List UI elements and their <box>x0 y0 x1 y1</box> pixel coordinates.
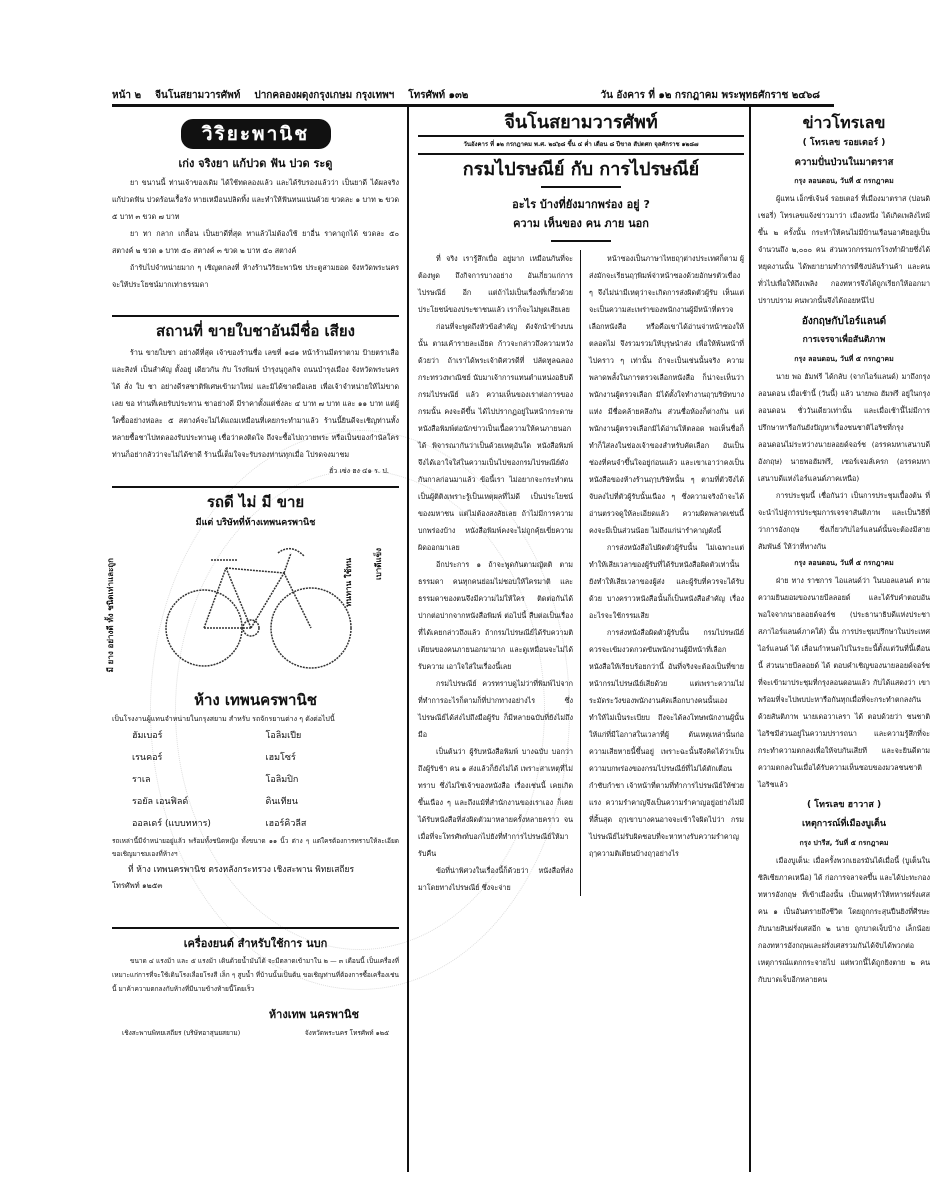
story-dateline: กรุง ลอนดอน, วันที่ ๕ กรกฎาคม <box>794 355 894 363</box>
column-divider-2 <box>749 107 751 1172</box>
brand-item: ออลเดร์ (แบบทหาร) <box>132 819 211 829</box>
section-rule <box>112 486 399 488</box>
section-title: ข่าวโทรเลข <box>802 113 886 132</box>
editorial-right-column <box>589 250 744 896</box>
page-number: หน้า ๒ <box>112 89 142 101</box>
paragraph: เป็นต้นว่า ผู้รับหนังสือพิมพ์ บางฉบับ บอกว่า ถึงผู้รับช้า คน ๑ ส่งแล้วก็ยังไม่ได้ เพราะสาเหตุที่ไม่ทราบ ซึ่งไม่ใช่เจ้าของหนังสือ เรื่องเช่นนี้ เคยเกิดขึ้นเนือง ๆ และถึงแม้ที่สำนักงานของเราเอง ก็เคยได้รับหนังสือที่ส่งผิดตัวมาหลายครั้งหลายคราว จนเมื่อที่จะโทรศัพท์บอกไปยังที่ทำการไปรษณีย์ให้มารับคืน <box>418 747 573 858</box>
editorial-divider <box>580 250 581 896</box>
ad-subtitle: เก่ง จริงยา แก้ปวด ฟัน ปวด ระดู <box>178 157 333 170</box>
section-rule <box>112 927 399 929</box>
story-body: ฝ่าย ทาง ราชการ ไอแลนด์ว่า ในบอลแลนด์ ตามความยินยอมของนายบีลลอยด์ และได้รับคำตอบอันพอใจจากนายลอยด์จอร์ช (ประธานาธิบดีแห่งประชาสภาไอร์แลนด์ภาคใต้) นั้น การประชุมปรึกษาในประเทศไอร์แลนด์ ได้ เลื่อนกำหนดไปในระยะนี้ตั้งแต่วันที่นี้เดือนนี้ ส่วนนายบีลลอยด์ ได้ ตอบคำเชิญของนายลอยด์จอร์ชที่จะเข้ามาประชุมที่กรุงลอนดอนแล้ว กับได้แสดงว่า เขาพร้อมที่จะไปพบปะหารือกันทุกเมื่อที่จะกระทำตกลงกันด้วยสันติภาพ นายเดอวาเลรา ได้ ตอบด้วยว่า ชนชาติไอริชมีส่วนอยู่ในความปรารถนา และความรู้สึกที่จะกระทำความตกลงเพื่อให้จบกันเสียที และจะยินดีตามความตกลงในเมื่อได้รับความเห็นชอบของมวลชนชาติไอริชแล้ว <box>758 576 930 789</box>
paragraph: ก่อนที่จะพูดถึงหัวข้อสำคัญ ดังจักนำข้างบนนั้น ตามเค้ารายละเอียด ก้าวจะกล่าวถึงความหวัง ด้วยว่า ถ้าเราได้พระเจ้าดิศวรดีที่ ปลัดทูลฉลอง กระทรวงพาณิชย์ นับมาเจ้าการแทนตำแหน่งอธิบดีกรมไปรษณีย์ แล้ว ความเห็นของเราต่อการของกรมนั้น คงจะดีขึ้น ได้ไปปรากฏอยู่ในหน้ากระดาษหนังสือพิมพ์ต่อนักข่าวเป็นเนื้อความให้คนภายนอกได้ พิจารณากันว่าเป็นด้วยเหตุอันใด หนังสือพิมพ์จึงได้เอาใจใส่ในความเป็นไปของกรมไปรษณีย์ดังกันกาลก่อนมาแล้ว ข้อนี้เรา ไม่อยากจะกระทำตนเป็นผู้ติติงเพราะรู้เป็นเหตุผลที่ไม่ดี เป็นประโยชน์ของมหาชน แต่ไม่ต้องสงสัยเลย ถ้าไม่มีการความบกพร่องบ้าง หนังสือพิมพ์คงจะไม่ถูกคุ้ยเขี่ยความผิดออกมาเลย <box>418 322 573 552</box>
ad-viriyaphanich <box>112 119 399 293</box>
story-dateline: กรุง ลอนดอน, วันที่ ๕ กรกฎาคม <box>794 177 894 185</box>
paragraph: ที่ จริง เรารู้สึกเบื่อ อยู่มาก เหมือนกันที่จะต้องพูด ถึงกิจการบางอย่าง อันเกี่ยวแก่การไปรษณีย์ อีก แต่ถ้าไม่เป็นเรื่องที่เกี่ยวด้วยประโยชน์ของประชาชนแล้ว เราก็จะไม่พูดเสียเลย <box>418 254 573 314</box>
brand-item: ฮัมเบอร์ <box>132 731 163 741</box>
ad-body: ร้าน ขายใบชา อย่างดีที่สุด เจ้าของร้านชื่อ เลขที่ ๑๘๑ หน้าร้านมีตราตาม ป้ายตราเสือ และสิงห์ เป็นสำคัญ ตั้งอยู่ เดียวกัน กับ โรงพิมพ์ บำรุงนุกูลกิจ ถนนบำรุงเมือง จังหวัดพระนคร ได้ สั่ง ใบ ชา อย่างดีรสชาติพิเศษเข้ามาใหม่ และมิได้ขาดมือเลย เพื่อเจ้าจำหน่ายให้ไม่ขาดเลย ขอ ท่านที่เคยรับประทาน ชาอย่างดี มีราคาตั้งแต่ชั่งละ ๔ บาท ๗ บาท และ ๑๑ บาท แต่ผู้ใดซื้ออย่างห่อละ ๕ สตางค์จะไม่ได้แถมเหมือนที่เคยกระทำมาแล้ว ร้านนี้ยินดีจะเชิญท่านทั้งหลายซื้อชาไปทดลองรับประทานดู เชื่อว่าคงติดใจ ถึงจะซื้อไปถวายพระ หรือเป็นของกำนัลใคร ท่านก็อย่ากลัวว่าจะไม่ได้ชาดี ร้านนี้เต็มใจจะรับรองท่านทุกเมื่อ โปรดจงมาชม <box>112 348 399 459</box>
page-header <box>112 86 834 104</box>
story-subtitle: การเจรจาเพื่อสันติภาพ <box>802 335 886 345</box>
brand-item: ราเล <box>132 775 151 785</box>
story-madras <box>758 154 930 309</box>
brand-item: รอยัล เอนฟิลด์ <box>132 797 189 807</box>
ad-body: รถเหล่านี้มีจำหน่ายอยู่แล้ว พร้อมทั้งชนิดหญิง ทั้งขนาด ๑๑ นิ้ว ต่าง ๆ แต่ใครต้องการทราบให้ละเอียด ขอเชิญมาชมเองที่ห้างฯ <box>112 837 399 858</box>
editorial-left-column <box>418 250 573 896</box>
story-body: นาย พอ ฮัมฟรี ได้กลับ (จากไอร์แลนด์) มาถึงกรุงลอนดอน เมื่อเช้านี้ (วันนี้) แล้ว นายพอ ฮัมฟรี อยู่ในกรุงลอนดอน ชั่ววันเดียวเท่านั้น และเมื่อเช้านี้ไม่มีการปรึกษาหารือกันยังปัญหาเรื่องชนชาติไอริชที่กรุงลอนดอนไม่ระหว่างนายลอยด์จอร์ช (อรรคมหาเสนาบดีอังกฤษ) นายพอฮัมฟรี, เซอร์เจมส์เครก (อรรคมหาเสนาบดีแห่งไอร์แลนด์ภาคเหนือ) <box>758 372 930 483</box>
story-body: เมืองบูเต็น: เมื่อครั้งพวกเยอรมันได้เมื่อนี้ (บูเต็นในซิลิเซียภาคเหนือ) ได้ ก่อการจลาจลขึ้น และได้ปะทะกองทหารอังกฤษ ที่เข้าเมืองนั้น เป็นเหตุทำให้ทหารฝรั่งเศสคน ๑ เป็นอันตรายถึงชีวิต โดยถูกกระสุนปืนยิงที่ศีรษะ กับนายสิบฝรั่งเศสอีก ๒ นาย ถูกบาดเจ็บบ้าง เล็กน้อย กองทหารอังกฤษและฝรั่งเศสรวมกันได้จับได้พวกต่อเหตุการณ์แตกกระจายไป แต่พวกนี้ได้ถูกยิงตาย ๒ คน กับบาดเจ็บอีกหลายคน <box>758 856 930 984</box>
issue-date: วัน อังคาร ที่ ๑๒ กรกฎาคม พระพุทธศักราช ๒๔๖๘ <box>600 89 820 101</box>
bicycle-brand-list <box>112 725 399 835</box>
bicycle-illustration <box>156 538 356 678</box>
story-beuthen <box>758 816 930 988</box>
story-body-continued: การประชุมนี้ เชื่อกันว่า เป็นการประชุมเบื้องต้น ที่จะนำไปสู่การประชุมการเจรจาสันติภาพ และเป็นวิธีที่ว่าการอังกฤษ ซึ่งเกี่ยวกับไอร์แลนด์นั้นจะต้องมีสายสัมพันธ์ ให้ว่าที่ทางกัน <box>758 491 930 551</box>
ad-title: เครื่องยนต์ สำหรับใช้การ นบก <box>183 937 328 950</box>
ad-body: ขนาด ๔ แรงม้า และ ๕ แรงม้า เดินด้วยน้ำมันได้ จะมีตลาดเข้ามาใน ๒ — ๓ เดือนนี้ เป็นเครื่องที่เหมาะแก่การที่จะใช้เดินโรงเลื่อยโรงสี เล็ก ๆ สูบน้ำ ที่บ้านนั้นเป็นต้น ขอเชิญท่านที่ต้องการซื้อเครื่องเช่นนี้ มาค้าความตกลงกับห้างที่มีนามข้างท้ายนี้โดยเร็ว <box>112 957 399 993</box>
ad-signature: ฮั่ว เซ่ง ฮง ๔๑ ร. ป. <box>329 467 389 475</box>
story-ireland-conference <box>758 555 930 793</box>
ad-subtitle: มีแต่ บริษัทที่ห้างเทพนครพานิช <box>195 518 316 528</box>
brand-item: โอลิมปิก <box>265 775 299 785</box>
story-title: เหตุการณ์ที่เมืองบูเต็น <box>801 819 887 829</box>
masthead-rule-top <box>418 135 744 137</box>
paper-phone: โทรศัพท์ ๑๓๒ <box>408 89 469 101</box>
paper-address: ปากคลองผดุงกรุงเกษม กรุงเทพฯ <box>254 89 395 101</box>
editorial-body <box>418 250 744 896</box>
headline-rule <box>541 186 621 188</box>
masthead: จีนโนสยามวารศัพท์ <box>504 112 658 133</box>
ad-engine <box>112 935 399 1042</box>
shop-city-phone: จังหวัดพระนคร โทรศัพท์ ๑๒๕ <box>304 1029 389 1037</box>
ad-bicycle <box>106 493 399 893</box>
column-advertisements <box>106 115 399 1042</box>
story-dateline: กรุง ปารีส, วันที่ ๕ กรกฎาคม <box>799 839 889 847</box>
paragraph: กรมไปรษณีย์ ควรทราบดูไม่ว่าที่พิมพ์ไปจากที่ทำการอะไรก็ตามก็ที่ปากทางอย่างไร ซึ่งไปรษณีย์ได้ส่งไปถึงมือผู้รับ ก็มีหลายฉบับที่ยังไม่ถึงมือ <box>418 679 573 739</box>
shop-footer <box>112 1025 399 1042</box>
ad-title: สถานที่ ขายใบชาอันมีชื่อ เสียง <box>156 322 355 340</box>
story-title: อังกฤษกับไอร์แลนด์ <box>801 316 887 327</box>
editorial-headline: กรมไปรษณีย์ กับ การไปรษณีย์ <box>462 159 700 180</box>
brand-item: เฮมโซร์ <box>265 753 296 763</box>
news-source: ( โทรเลข รอยเตอร์ ) <box>802 138 886 148</box>
paragraph: การส่งหนังสือผิดตัวผู้รับนั้น กรมไปรษณีย์ควรจะเข้มงวดกวดขันพนักงานผู้มีหน้าที่เลือกหนังสือให้เรียบร้อยกว่านี้ อันที่จริงจะต้องเป็นที่ขายหน้ากรมไปรษณีย์เสียด้วย แต่เพราะความไม่ระมัดระวังของพนักงานคัดเลือกบางคนนั้นเอง ทำให้ไม่เป็นระเบียบ ถึงจะได้ลงโทษพนักงานผู้นั้นให้แก่ที่มีโอกาสในเวลาที่ผู้ ต้นเหตุเหล่านั้นก่อ ความเสียหายนี้ขึ้นอยู่ เพราะฉะนั้นจึงคิดได้ว่าเป็นความบกพร่องของกรมไปรษณีย์ที่ไม่ได้ตักเตือน กำชับกำชา เจ้าหน้าที่ตามที่ทำการไปรษณีย์ให้ช่วยแรง ความรำคาญจึงเป็นความรำคาญอยู่อย่างไม่มีที่สิ้นสุด ฤๅเขาบางคนอาจจะเข้าใจผิดไปว่า กรมไปรษณีย์ไม่รับผิดชอบที่จะหาทางรับความรำคาญ ฤๅความติเตียนบ้างฤๅอย่างไร <box>589 628 744 858</box>
ad-intro: เป็นโรงงานผู้แทนจำหน่ายในกรุงสยาม สำหรับ รถจักรยานต่าง ๆ ดังต่อไปนี้ <box>112 715 335 723</box>
column-editorial <box>418 110 744 896</box>
side-text-left: มี ยาง อย่างดี ทั้ง ชนิดเท่าและถูก <box>106 558 115 673</box>
side-text-right-2: เบาดีแข็ง <box>374 548 383 581</box>
paragraph: หน้าซองเป็นภาษาไทยฤๅต่างประเทศก็ตาม ผู้ส่งมักจะเรียนฤๅพิมพ์จ่าหน้าซองด้วยอักษรตัวเขื่อง ๆ จึงไม่น่ามีเหตุว่าจะเกิดการส่งผิดตัวผู้รับ เห็นแต่จะเป็นความสะเพร่าของพนักงานผู้มีหน้าที่ตรวจเลือกหนังสือ หรือคือเขาได้อ่านจ่าหน้าซองให้ตลอดไม่ จึงรวมรวมให้บุรุษนำส่ง เพื่อให้พ้นหน้าที่ไปคราว ๆ เท่านั้น ถ้าจะเป็นเช่นนั้นจริง ความพลาดพลั้งในการตรวจเลือกหนังสือ ก็น่าจะเห็นว่าพนักงานผู้ตรวจเลือก มิได้ตั้งใจทำงานฤๅบริษัทบางแห่ง มีชื่อคล้ายคลึงกัน ส่วนชื่อห้องก็ต่างกัน แต่พนักงานผู้ตรวจเลือกมิได้อ่านให้ตลอด พอเห็นชื่อก็ทำก็ใส่ลงในช่องเจ้าของสำหรับคัดเลือก อันเป็นช่องที่คนจำขึ้นใจอยู่ก่อนแล้ว และเขาเอาว่าคงเป็นหนังสือของห้างร้านฤๅบริษัทนั้น ๆ ตามที่ตัวจึงได้ จับลงไปที่ตัวผู้รับนั้นเนือง ๆ ซึ่งความจริงถ้าจะได้อ่านตรวจดูให้ละเอียดแล้ว ความผิดพลาดเช่นนี้คงจะมีเป็นส่วนน้อย ไม่ถึงแก่น่ารำคาญดังนี้ <box>589 254 744 535</box>
ad-tea-shop <box>112 323 399 480</box>
story-dateline: กรุง ลอนดอน, วันที่ ๕ กรกฎาคม <box>794 559 894 567</box>
paragraph: อีกประการ ๑ ถ้าจะพูดกันตามญัตติ ตามธรรมดา คนทุกคนย่อมไม่ชอบให้ใครมาติ และธรรมดาของตนจึงมีความไม่ให้ใคร ติดต่อกันได้ปากต่อปากจากหนังสือพิมพ์ ต่อไปนี้ สืบต่อเป็นเรื่องที่ได้เคยกล่าวถึงแล้ว ถ้ากรมไปรษณีย์ได้รับความติเตียนของคนภายนอกมามาก และดูเหมือนจะไม่ได้รับความ เอาใจใส่ในเรื่องนี้เลย <box>418 560 573 671</box>
header-rule <box>112 104 834 107</box>
masthead-rule-bottom <box>418 153 744 155</box>
news-source: ( โทรเลข ฮาวาส ) <box>806 800 882 810</box>
story-title: ความปั่นป่วนในมาตราส <box>794 157 894 168</box>
column-telegrams <box>758 110 930 988</box>
masthead-dateline: วันอังคาร ที่ ๑๒ กรกฎาคม พ.ศ. ๒๔๖๘ ขึ้น ๔ ค่ำ เดือน ๘ ปีขาล สัปตศก จุลศักราช ๑๒๘๗ <box>463 141 699 148</box>
ad-body-1: ยา ขนานนี้ ท่านเจ้าของเดิม ได้ใช้ทดลองแล้ว และได้รับรองแล้วว่า เป็นยาดี ได้ผลจริง แก้ปวดฟัน ปวดร้อนเรื้อรัง หายเหมือนปลิดทิ้ง และทำให้ฟันทนแน่นด้วย ขวดละ ๑ บาท ๒ ขวด ๕ บาท ๓ ขวด ๗ บาท <box>112 178 399 221</box>
ad-body-2: ยา ทา กลาก เกลื้อน เป็นยาดีที่สุด ทาแล้วไม่ต้องใช้ ยาอื่น ราคาถูกได้ ขวดละ ๕๐ สตางค์ ๒ ขวด ๑ บาท ๕๐ สตางค์ ๓ ขวด ๒ บาท ๕๐ สตางค์ <box>112 229 399 255</box>
ad-body-3: ถ้ารับไปจำหน่ายมาก ๆ เชิญตกลงที่ ห้างร้านวิริยะพานิช ประตูสามยอด จังหวัดพระนคร จะให้ประโยชน์มากเท่าธรรมดา <box>112 263 399 289</box>
side-text-right-1: ทนทาน ใช้ทน <box>344 558 353 607</box>
editorial-subhead-1: อะไร บ้างที่ยังมากพร่อง อยู่ ? <box>512 198 650 211</box>
paragraph: การส่งหนังสือไปผิดตัวผู้รับนั้น ไม่เฉพาะแต่ทำให้เสียเวลาของผู้รับที่ได้รับหนังสือผิดตัวเท่านั้น ยังทำให้เสียเวลาของผู้ส่ง และผู้รับที่ควรจะได้รับด้วย บางคราวหนังสือนั้นก็เป็นหนังสือสำคัญ เรื่องอะไรจะใช้กรรมเสีย <box>589 543 744 620</box>
shop-phone: โทรศัพท์ ๑๒๕๓ <box>112 881 163 890</box>
brand-item: โอลิมเปีย <box>265 731 302 741</box>
paper-name: จีนโนสยามวารศัพท์ <box>155 89 241 101</box>
brand-item: ดินเทียน <box>265 797 298 807</box>
brand-item: เรนคอร์ <box>132 753 163 763</box>
column-divider-1 <box>407 107 409 1172</box>
shop-name: ห้างเทพ นครพานิช <box>268 1008 359 1021</box>
story-england-ireland <box>758 313 930 555</box>
story-body: ผู้แทน เอ็กซ์เจ้นจ์ รอยเตอร์ ที่เมืองมาตราส (ปอนดิเชอรี่) โทรเลขแจ้งข่าวมาว่า เมืองหนึ่ง ได้เกิดเพลิงไหม้ขึ้น ๒ ครั้งนั้น กระทำให้คนไม่มีบ้านเรือนอาศัยอยู่เป็นจำนวนถึง ๒,๐๐๐ คน ส่วนพวกกรรมกรโรงทำฝ้ายซึ่งได้หยุดงานนั้น ได้พยายามทำการตีชิงปล้นร้านค้า และคนทั่วไปเพื่อให้ถึงเพลิง กองทหารจึงได้ถูกเรียกให้ออกมาปราบปราม คนพวกนั้นจึงได้ถอยหนีไป <box>758 194 930 305</box>
section-rule <box>112 315 399 317</box>
paragraph: ข้อที่น่าพิศวงในเรื่องนี้ก็ด้วยว่า หนังสือที่ส่งมาโดยทางไปรษณีย์ ซึ่งจะจ่าย <box>418 866 573 892</box>
shop-address: เชิงสะพานพิทยเสถียร (บริษัทอาสุนยสยาม) <box>122 1029 241 1037</box>
ad-banner: วิริยะพานิช <box>181 119 331 149</box>
subhead-rule <box>551 240 611 242</box>
shop-name: ห้าง เทพนครพานิช <box>194 691 317 709</box>
editorial-subhead-2: ความ เห็นของ คน ภาย นอก <box>513 217 649 230</box>
brand-item: เฮอร์คิวลีส <box>265 819 307 829</box>
ad-title: รถดี ไม่ มี ขาย <box>206 493 305 511</box>
shop-address: ที่ ห้าง เทพนครพานิช ตรงหลังกระทรวง เชิงสะพาน พิทยเสถียร <box>128 865 355 875</box>
